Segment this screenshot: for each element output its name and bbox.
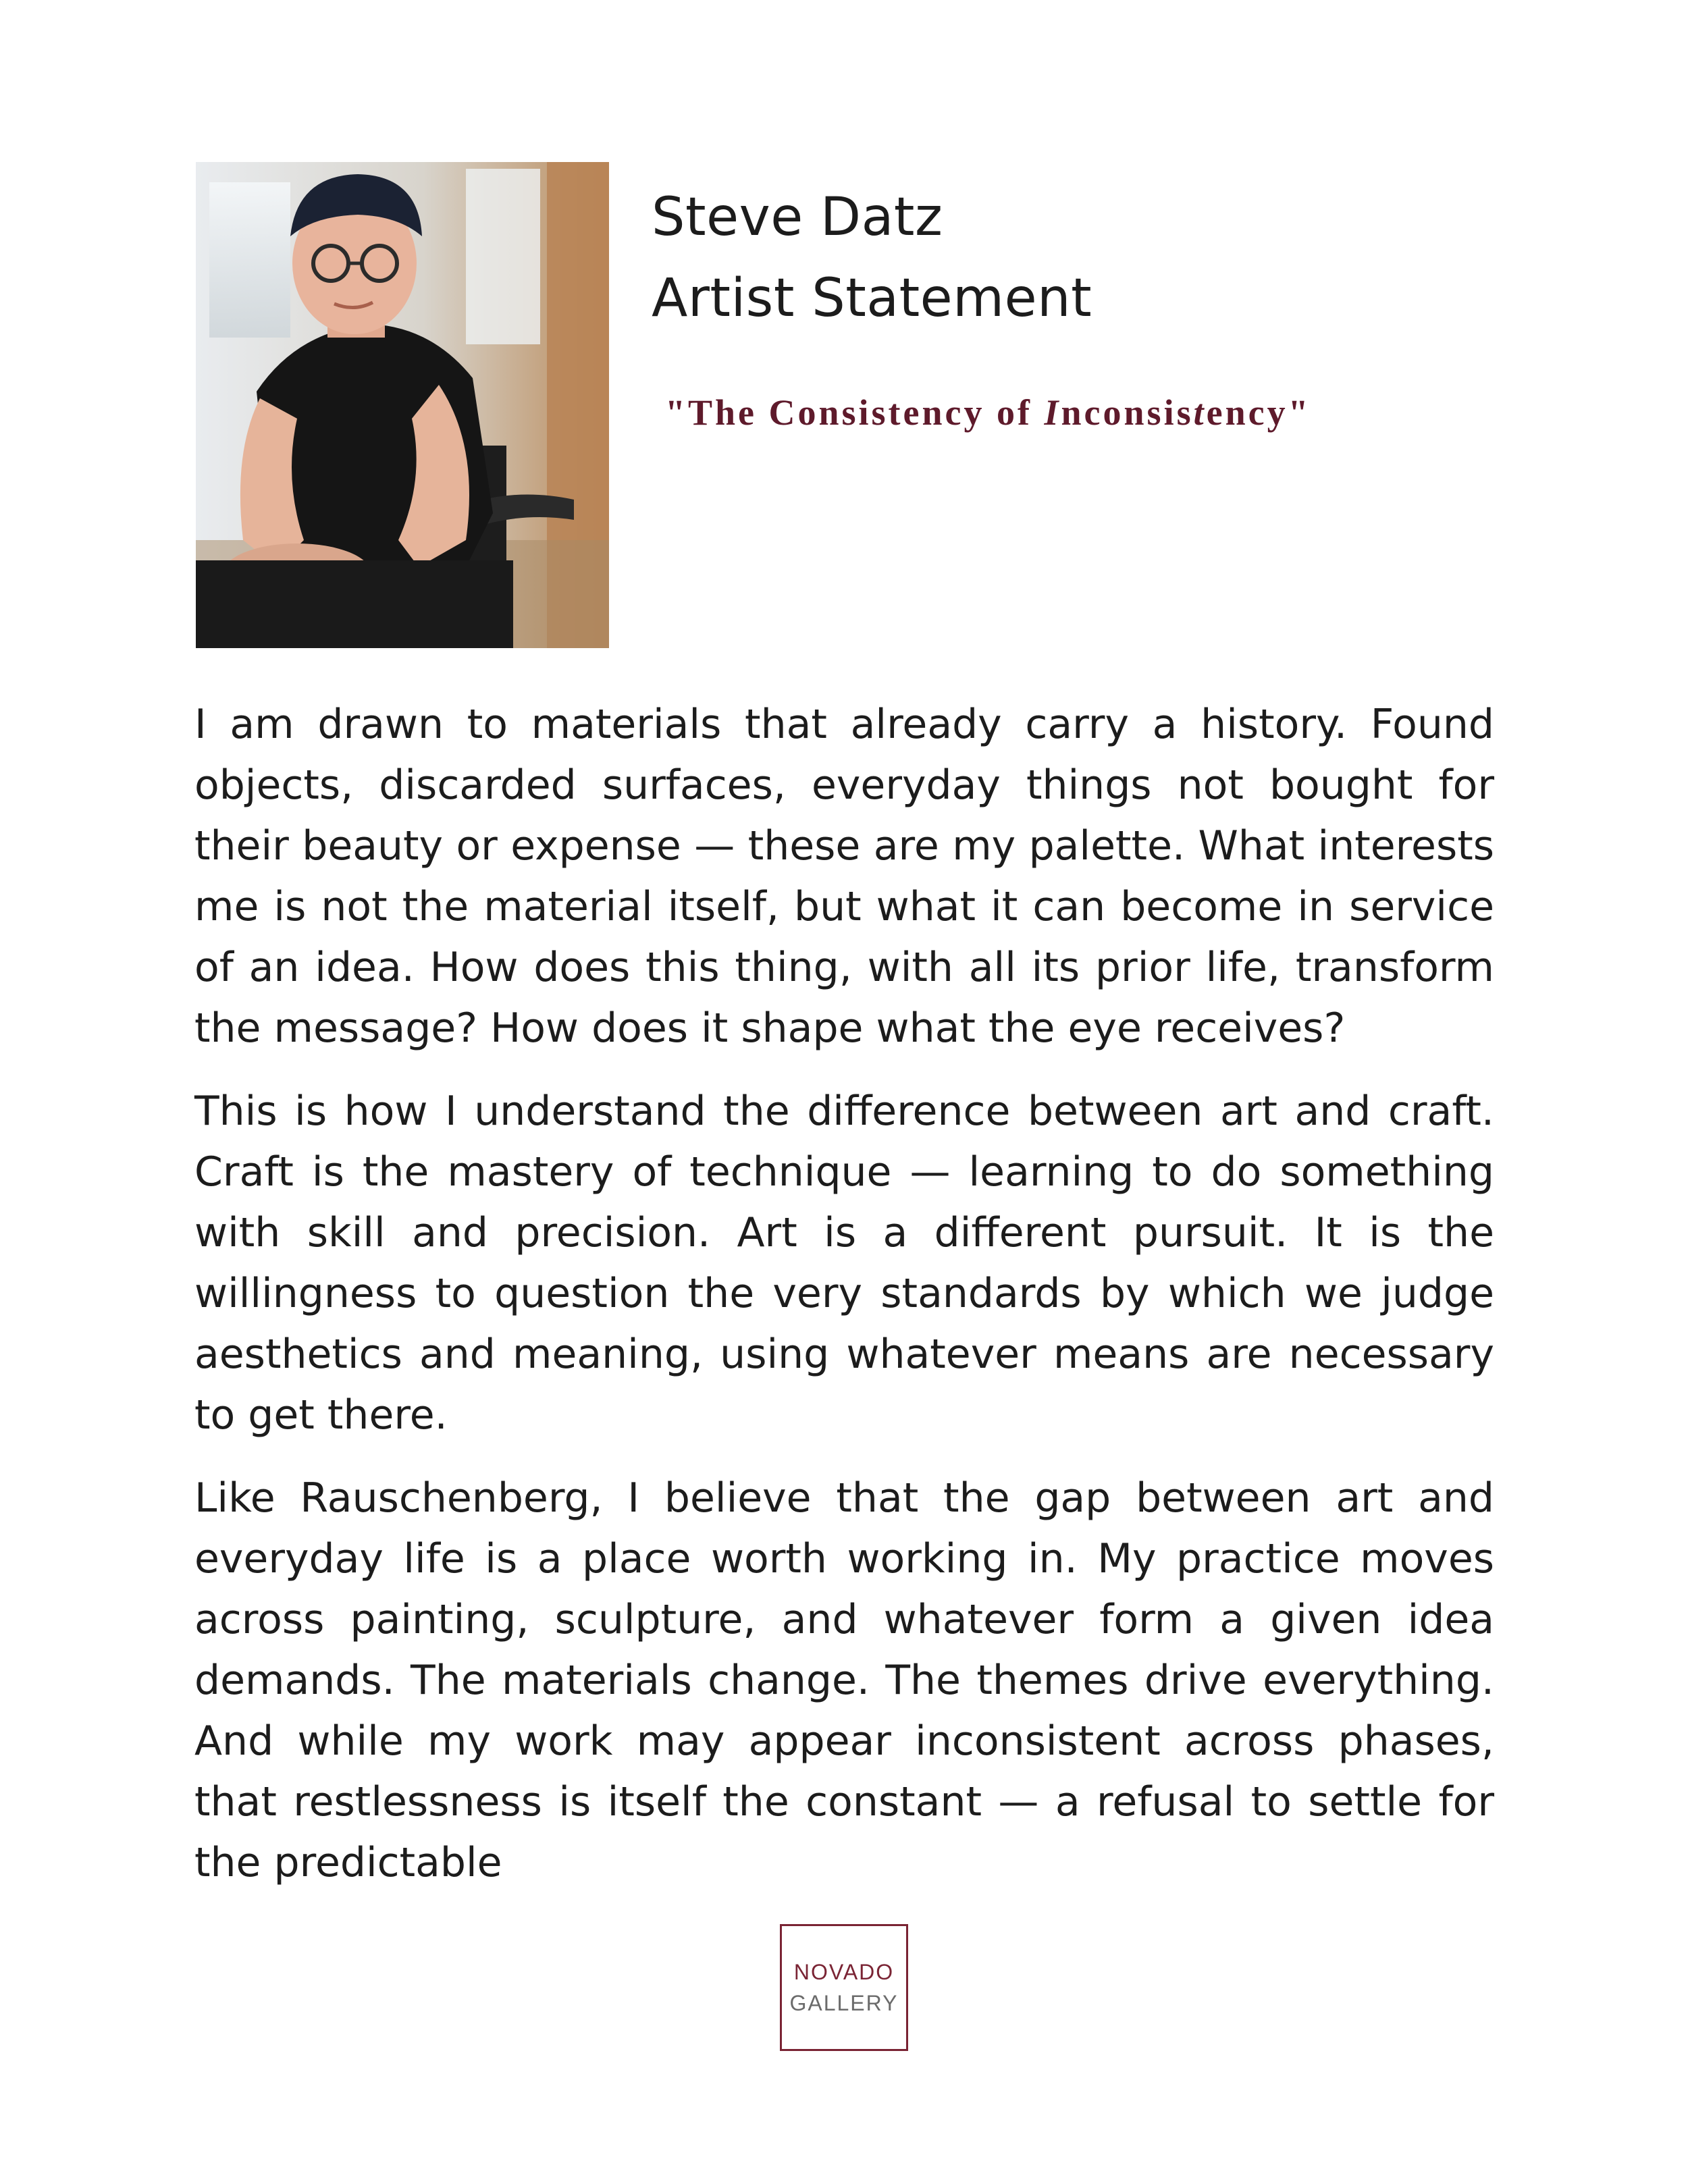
document-header bbox=[652, 177, 1529, 339]
artist-portrait-photo bbox=[196, 162, 609, 648]
subtitle-italic-i: I bbox=[1044, 392, 1061, 433]
subtitle-open: "The Consistency of bbox=[665, 392, 1045, 433]
logo-line-gallery: GALLERY bbox=[789, 1991, 899, 2015]
logo-line-novado: NOVADO bbox=[793, 1960, 895, 1984]
statement-body bbox=[194, 694, 1494, 1915]
subtitle-close: ency" bbox=[1206, 392, 1311, 433]
portrait-illustration bbox=[196, 162, 609, 648]
statement-paragraph: Like Rauschenberg, I believe that the gap between art and everyday life is a place worth working in. My practice moves across painting, sculpture, and whatever form a given idea demands. The materials change. The themes drive everything. And while my work may appear inconsistent across phases, that restlessness is itself the constant — a refusal to settle for the predictable bbox=[194, 1474, 1494, 1886]
artist-name: Steve Datz bbox=[652, 187, 943, 248]
document-title: Artist Statement bbox=[652, 268, 1092, 329]
statement-paragraph: I am drawn to materials that already carry a history. Found objects, discarded surfaces, everyday things not bought for their beauty or expense — these are my palette. What interests me is not the material itself, but what it can become in service of an idea. How does this thing, with all its prior life, transform the message? How does it shape what the eye receives? bbox=[194, 701, 1494, 1052]
subtitle-italic-t: t bbox=[1193, 392, 1207, 433]
novado-gallery-logo bbox=[780, 1924, 908, 2051]
subtitle-mid: nconsis bbox=[1061, 392, 1194, 433]
statement-subtitle bbox=[665, 392, 1311, 433]
statement-paragraph: This is how I understand the difference between art and craft. Craft is the mastery of technique — learning to do something with skill and precision. Art is a different pursuit. It is the willingness to question the very standards by which we judge aesthetics and meaning, using whatever means are necessary to get there. bbox=[194, 1088, 1494, 1439]
